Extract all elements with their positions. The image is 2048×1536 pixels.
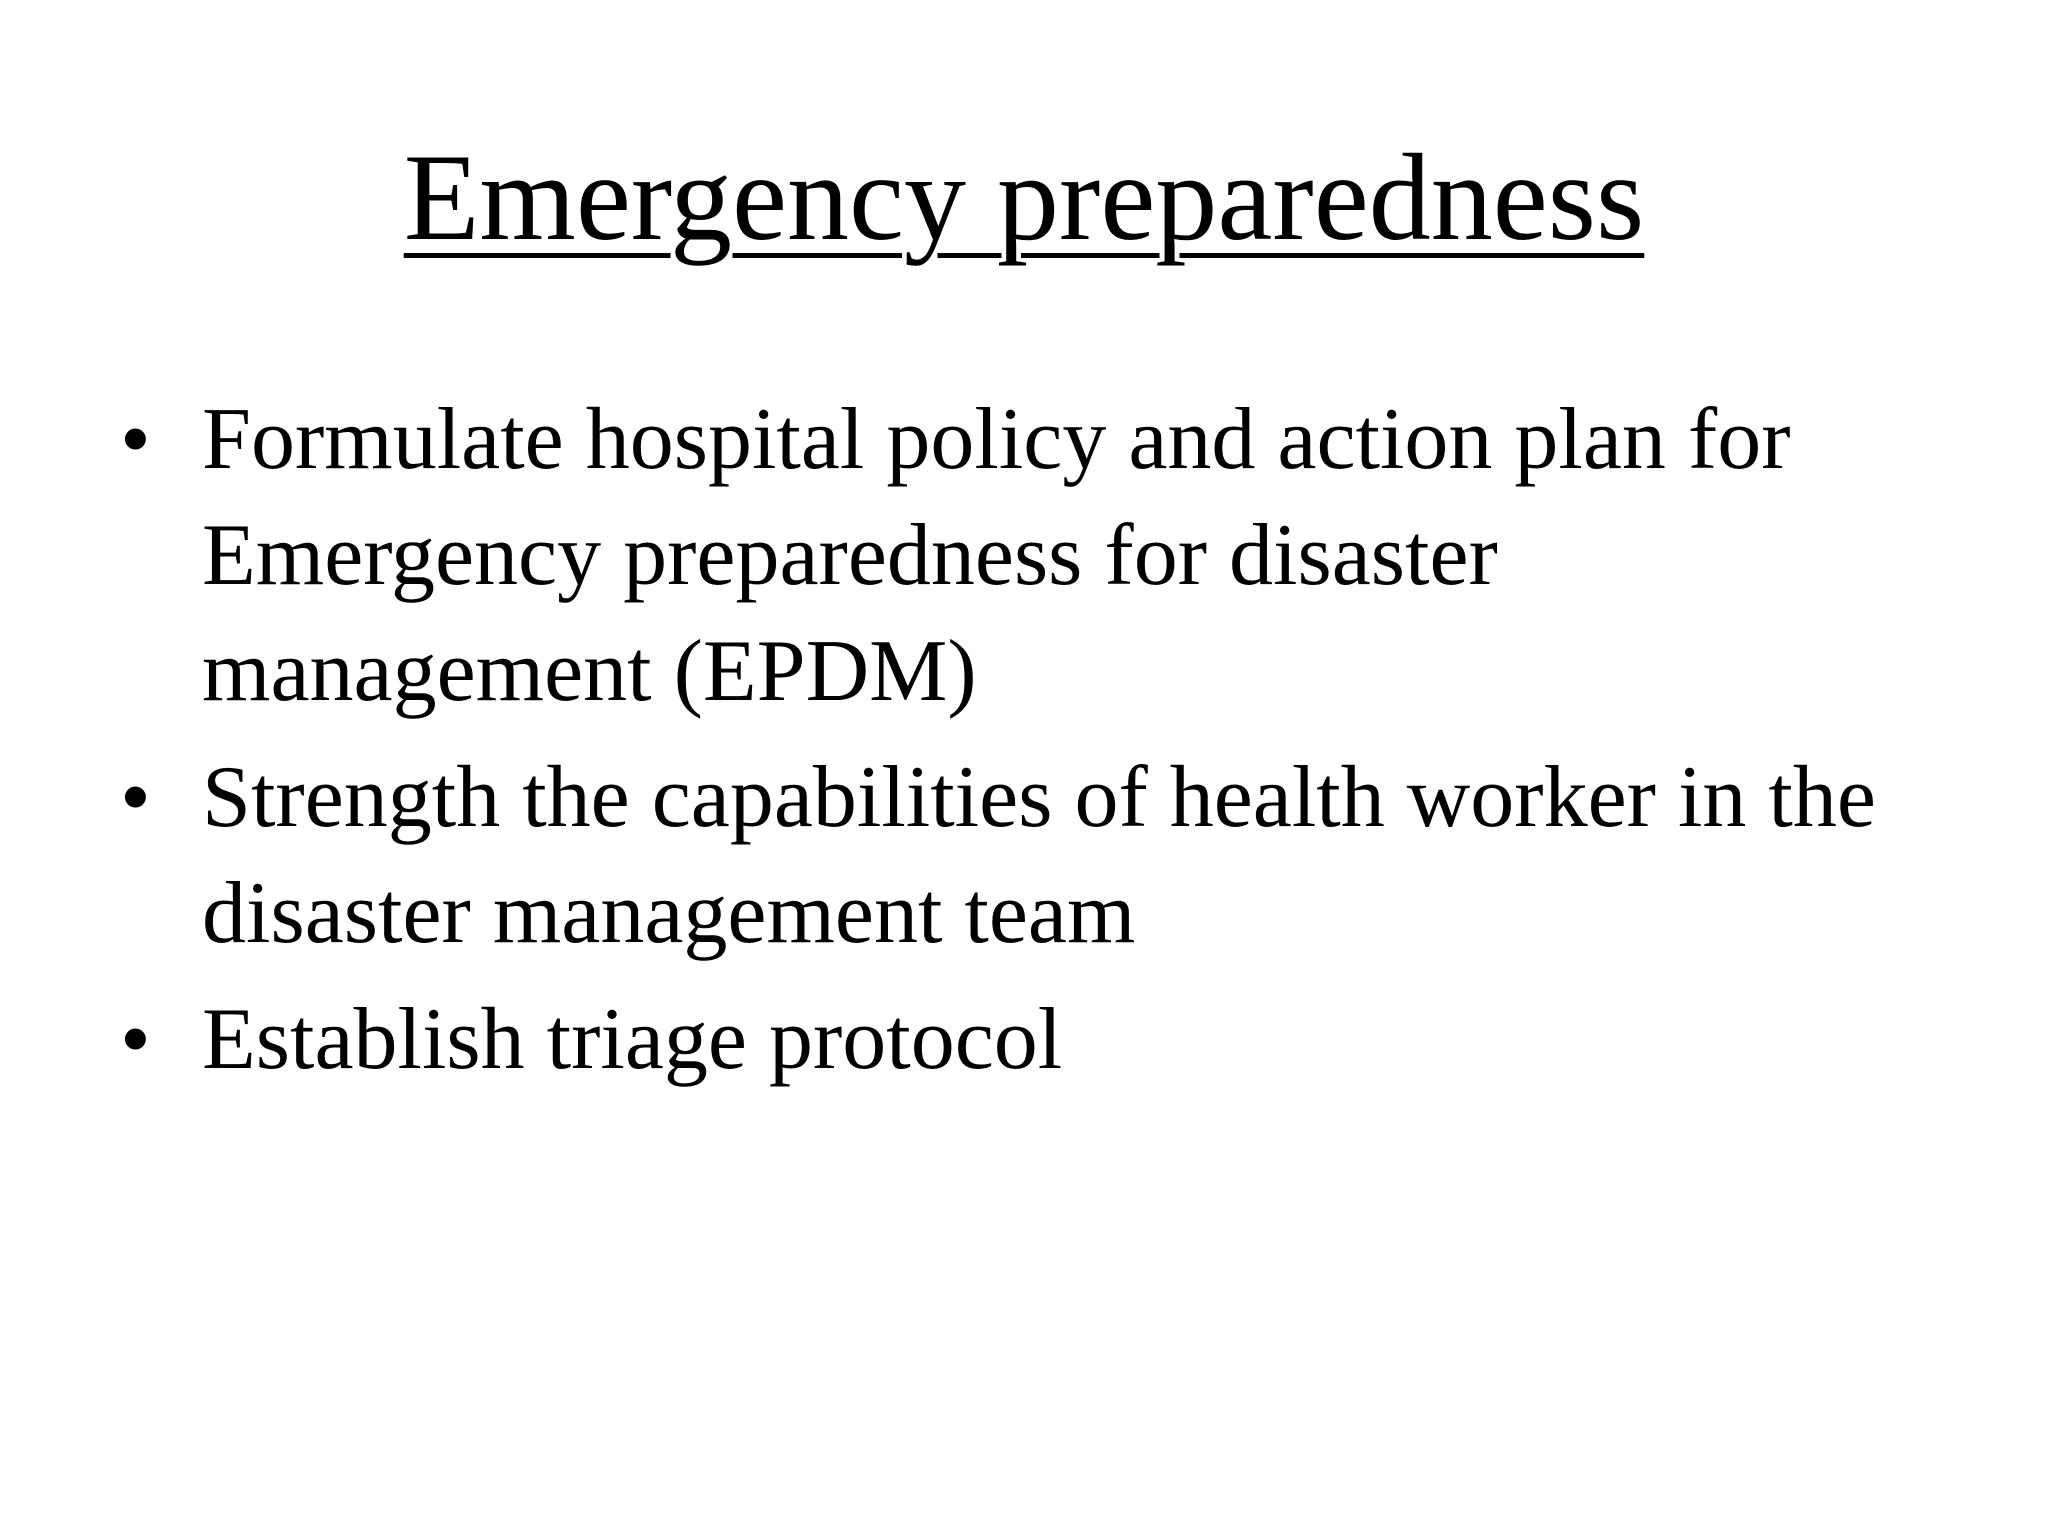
bullet-item	[120, 740, 1940, 972]
bullet-text: Strength the capabilities of health worker in the disaster management team	[202, 749, 1876, 962]
bullet-item	[120, 982, 1940, 1098]
bullet-item	[120, 382, 1940, 730]
bullet-dot-icon: •	[120, 391, 151, 488]
bullet-dot-icon: •	[120, 749, 151, 846]
bullet-text: Formulate hospital policy and action plan for Emergency preparedness for disaster management (EPDM)	[202, 391, 1791, 720]
bullet-list	[120, 382, 1940, 1108]
bullet-text: Establish triage protocol	[202, 991, 1063, 1088]
bullet-dot-icon: •	[120, 991, 151, 1088]
slide-title: Emergency preparedness	[403, 129, 1645, 266]
